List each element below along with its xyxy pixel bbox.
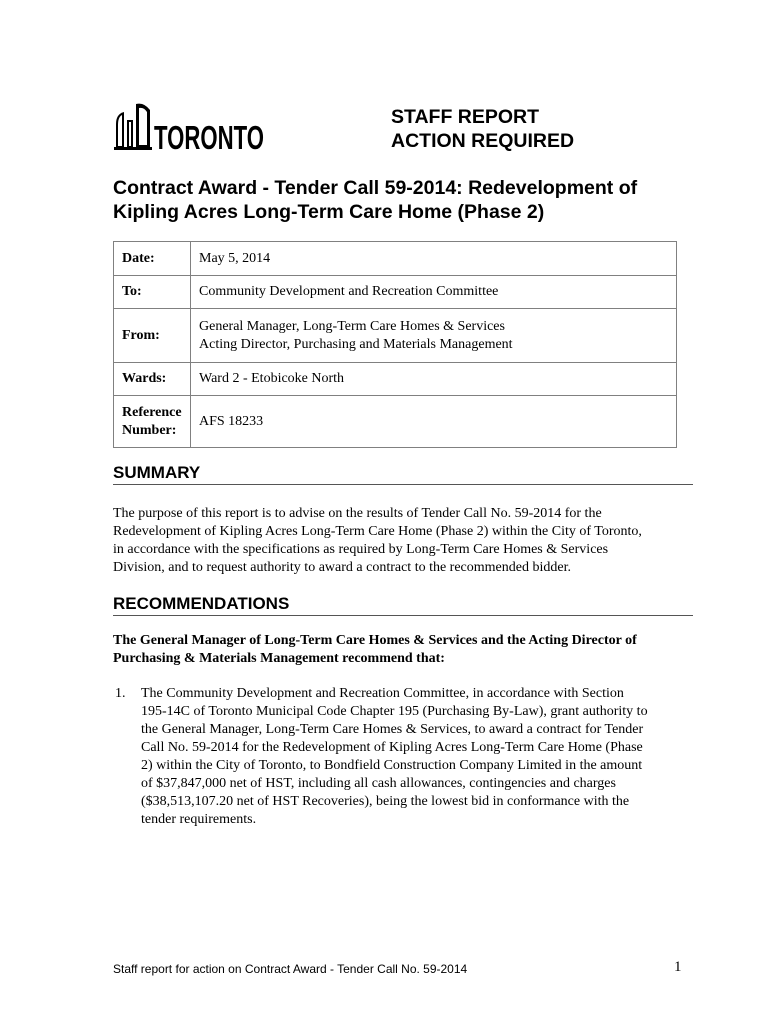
intro-line: Purchasing & Materials Management recommend that: [113,651,445,666]
recommendation-text [141,685,693,829]
recommendation-number: 1. [115,686,126,701]
report-meta-table [113,241,677,448]
intro-line: The General Manager of Long-Term Care Homes & Services and the Acting Director of [113,633,637,648]
to-label: To: [114,276,191,309]
recommendation-line: the General Manager, Long-Term Care Homes & Services, to award a contract for Tender [141,722,644,737]
wards-value: Ward 2 - Etobicoke North [191,363,677,396]
reference-row [114,396,677,448]
title-line: Kipling Acres Long-Term Care Home (Phase 2) [113,201,545,223]
recommendations-heading: RECOMMENDATIONS [113,594,693,616]
summary-heading: SUMMARY [113,463,693,485]
date-value: May 5, 2014 [191,242,677,276]
from-line: Acting Director, Purchasing and Materials Management [199,336,513,352]
report-title [113,176,693,224]
wards-label: Wards: [114,363,191,396]
recommendation-line: The Community Development and Recreation Committee, in accordance with Section [141,686,624,701]
reference-label-line: Number: [122,422,177,438]
summary-text [113,505,693,577]
to-row [114,276,677,309]
summary-line: Division, and to request authority to award a contract to the recommended bidder. [113,560,571,575]
from-line: General Manager, Long-Term Care Homes & Services [199,318,505,334]
wards-row [114,363,677,396]
summary-line: Redevelopment of Kipling Acres Long-Term Care Home (Phase 2) within the City of Toronto, [113,524,642,539]
summary-line: The purpose of this report is to advise on the results of Tender Call No. 59-2014 for the [113,506,602,521]
reference-value: AFS 18233 [191,396,677,448]
from-value [191,309,677,363]
recommendation-line: ($38,513,107.20 net of HST Recoveries), being the lowest bid in conformance with the [141,794,630,809]
recommendation-line: 2) within the City of Toronto, to Bondfield Construction Company Limited in the amount [141,758,643,773]
date-label: Date: [114,242,191,276]
summary-line: in accordance with the specifications as required by Long-Term Care Homes & Services [113,542,609,557]
recommendation-line: 195-14C of Toronto Municipal Code Chapter 195 (Purchasing By-Law), grant authority to [141,704,648,719]
svg-text:TORONTO: TORONTO [154,119,264,156]
date-row [114,242,677,276]
reference-label-line: Reference [122,404,182,420]
recommendation-line: Call No. 59-2014 for the Redevelopment of Kipling Acres Long-Term Care Home (Phase [141,740,643,755]
report-header [391,105,574,153]
action-required-label: ACTION REQUIRED [391,130,575,152]
toronto-logo [114,100,266,156]
recommendation-item [113,685,693,829]
recommendation-line: of $37,847,000 net of HST, including all cash allowances, contingencies and charges [141,776,616,791]
recommendations-intro [113,632,693,668]
reference-label [114,396,191,448]
page-number: 1 [674,959,682,975]
from-row [114,309,677,363]
page-footer: Staff report for action on Contract Award - Tender Call No. 59-2014 [113,962,468,976]
to-value: Community Development and Recreation Committee [191,276,677,309]
report-type-label: STAFF REPORT [391,106,540,128]
recommendation-line: tender requirements. [141,812,257,827]
city-hall-icon [114,100,266,156]
title-line: Contract Award - Tender Call 59-2014: Redevelopment of [113,177,638,199]
from-label: From: [114,309,191,363]
